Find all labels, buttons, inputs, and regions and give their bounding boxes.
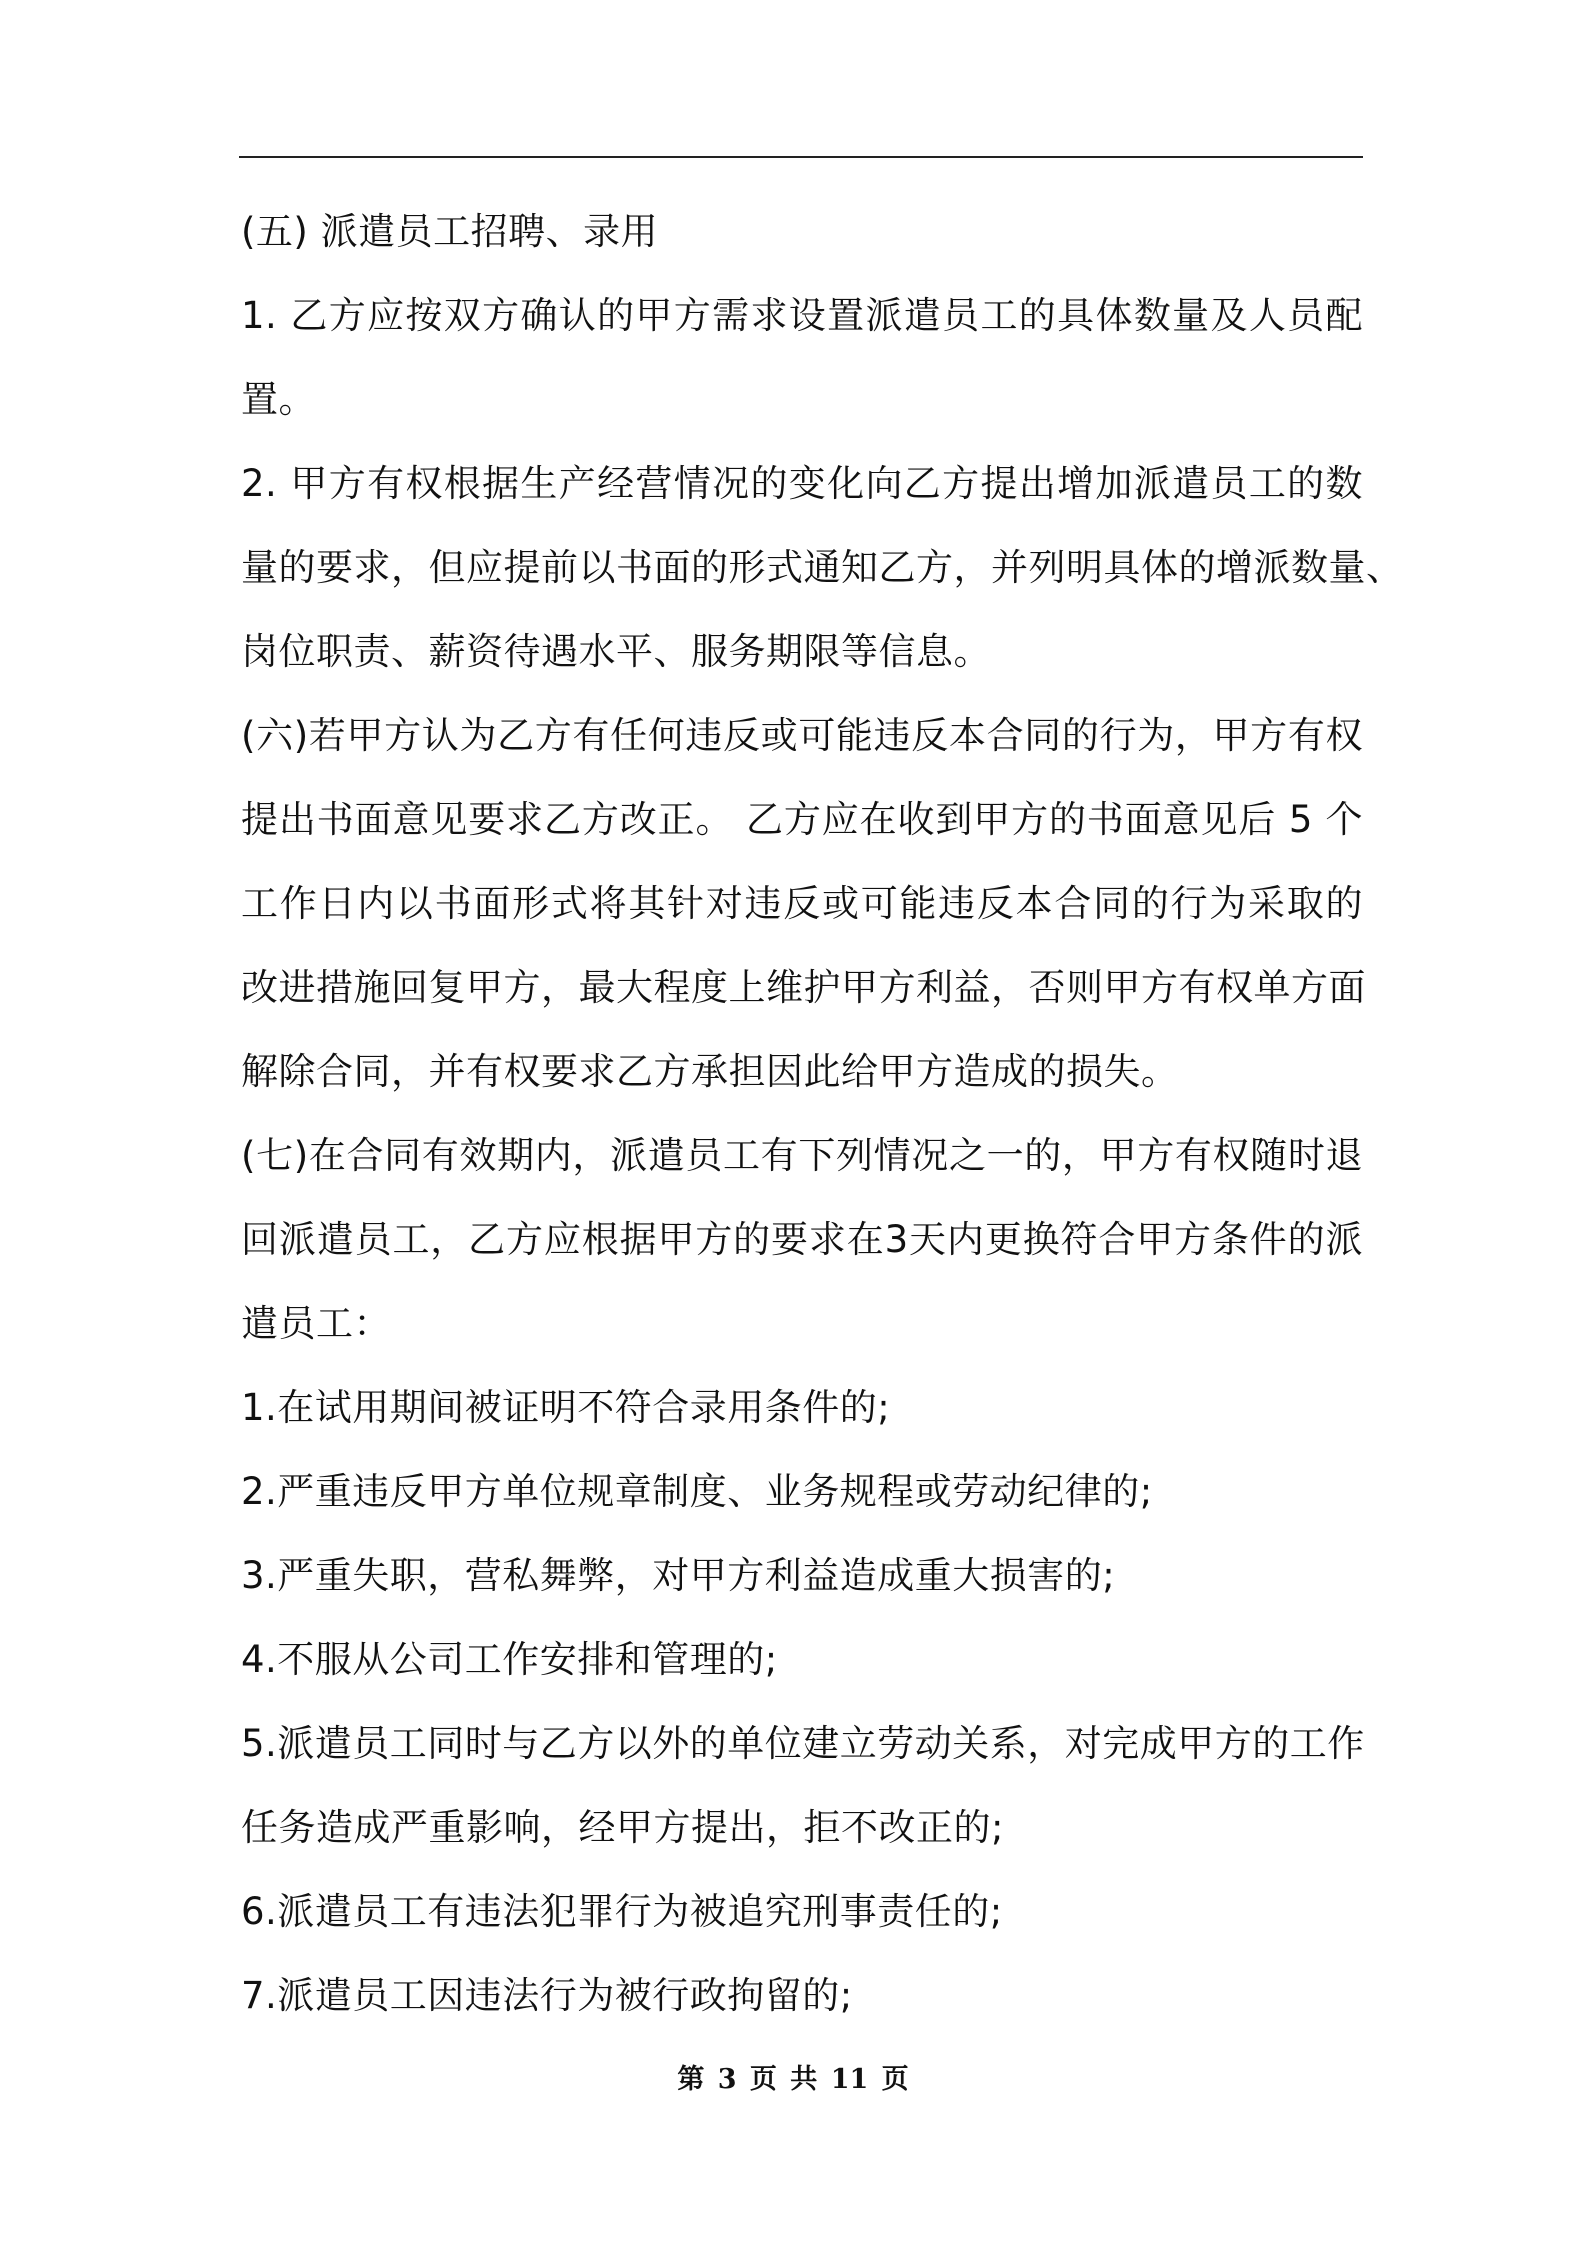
text-line-17: 3.严重失职，营私舞弊，对甲方利益造成重大损害的; [241,1554,1116,1597]
text-line-20: 任务造成严重影响，经甲方提出，拒不改正的; [241,1806,1004,1849]
text-line-13: 回派遣员工，乙方应根据甲方的要求在3天内更换符合甲方条件的派 [241,1218,1363,1261]
text-line-21: 6.派遣员工有违法犯罪行为被追究刑事责任的; [241,1890,1003,1933]
text-line-2: 1. 乙方应按双方确认的甲方需求设置派遣员工的具体数量及人员配 [241,294,1363,337]
text-line-18: 4.不服从公司工作安排和管理的; [241,1638,778,1681]
page-number: 第 3 页 共 11 页 [677,2064,909,2095]
text-line-3: 置。 [241,378,316,421]
text-line-11: 解除合同，并有权要求乙方承担因此给甲方造成的损失。 [241,1050,1179,1093]
document-body [241,190,1404,2038]
text-line-15: 1.在试用期间被证明不符合录用条件的; [241,1386,891,1429]
text-line-6: 岗位职责、薪资待遇水平、服务期限等信息。 [241,630,991,673]
text-line-19: 5.派遣员工同时与乙方以外的单位建立劳动关系，对完成甲方的工作 [241,1722,1365,1765]
text-line-14: 遣员工： [241,1302,391,1345]
text-line-8: 提出书面意见要求乙方改正。 乙方应在收到甲方的书面意见后 5 个 [241,798,1363,841]
text-line-4: 2. 甲方有权根据生产经营情况的变化向乙方提出增加派遣员工的数 [241,462,1363,505]
header-rule [239,156,1363,158]
text-line-22: 7.派遣员工因违法行为被行政拘留的; [241,1974,853,2017]
text-line-1: (五) 派遣员工招聘、录用 [241,210,659,253]
text-line-16: 2.严重违反甲方单位规章制度、业务规程或劳动纪律的; [241,1470,1153,1513]
text-line-10: 改进措施回复甲方，最大程度上维护甲方利益，否则甲方有权单方面 [241,966,1366,1009]
text-line-5: 量的要求，但应提前以书面的形式通知乙方，并列明具体的增派数量、 [241,546,1404,589]
text-line-12: (七)在合同有效期内，派遣员工有下列情况之一的，甲方有权随时退 [241,1134,1363,1177]
text-line-7: (六)若甲方认为乙方有任何违反或可能违反本合同的行为，甲方有权 [241,714,1363,757]
text-line-9: 工作日内以书面形式将其针对违反或可能违反本合同的行为采取的 [241,882,1363,925]
